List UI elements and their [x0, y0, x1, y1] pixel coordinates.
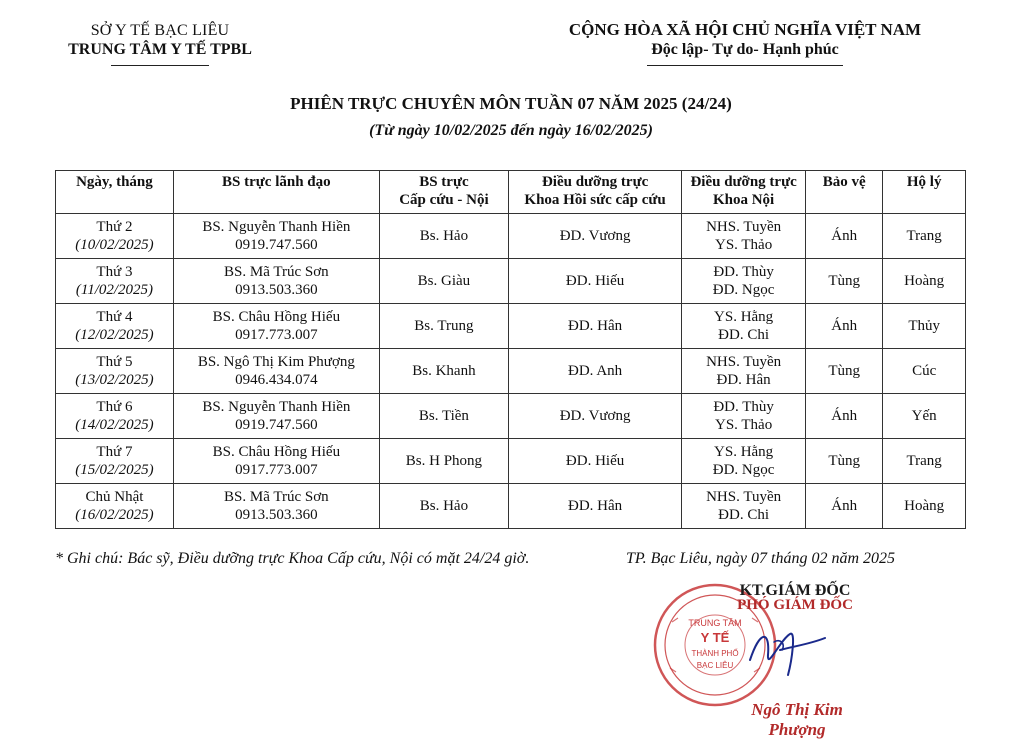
table-row — [56, 349, 966, 394]
footnote: * Ghi chú: Bác sỹ, Điều dưỡng trực Khoa Cấp cứu, Nội có mặt 24/24 giờ. — [55, 550, 530, 567]
leader-cell — [173, 394, 379, 439]
er-doctor: Bs. Khanh — [379, 349, 508, 394]
day-date: (13/02/2025) — [75, 372, 154, 388]
orderly: Trang — [883, 214, 966, 259]
header-day: Ngày, tháng — [56, 171, 174, 214]
document-title: PHIÊN TRỰC CHUYÊN MÔN TUẦN 07 NĂM 2025 (24/24) — [290, 94, 732, 113]
header-icu-line1: Điều dưỡng trực — [541, 174, 649, 190]
header-internal-line2: Khoa Nội — [712, 192, 775, 208]
leader-phone: 0913.503.360 — [235, 282, 318, 298]
day-cell — [56, 394, 174, 439]
guard: Ánh — [806, 214, 883, 259]
leader-cell — [173, 484, 379, 529]
table-header-row — [56, 171, 966, 214]
stamp-line-2: Y TẾ — [700, 630, 730, 645]
internal-cell — [682, 484, 806, 529]
national-title: CỘNG HÒA XÃ HỘI CHỦ NGHĨA VIỆT NAM — [568, 20, 922, 39]
icu-nurse: ĐD. Vương — [509, 214, 682, 259]
day-date: (15/02/2025) — [75, 462, 154, 478]
day-cell — [56, 439, 174, 484]
header-orderly: Hộ lý — [883, 171, 966, 214]
signature-title: KT.GIÁM ĐỐC — [739, 582, 851, 599]
internal-nurse-2: YS. Thảo — [714, 417, 773, 433]
handwritten-signature-icon — [740, 620, 830, 680]
internal-nurse-2: ĐD. Chi — [718, 327, 770, 343]
header-right-underline — [647, 65, 843, 66]
header-icu — [509, 171, 682, 214]
duty-roster-table — [55, 170, 966, 529]
guard: Tùng — [806, 259, 883, 304]
leader-cell — [173, 439, 379, 484]
signature-block — [700, 582, 890, 614]
internal-nurse-1: ĐD. Thùy — [713, 399, 774, 415]
internal-nurse-1: YS. Hằng — [714, 309, 774, 325]
leader-name: BS. Mã Trúc Sơn — [224, 264, 329, 280]
er-doctor: Bs. Hảo — [379, 214, 508, 259]
guard: Ánh — [806, 484, 883, 529]
internal-cell — [682, 394, 806, 439]
day-name: Thứ 5 — [96, 354, 133, 370]
orderly: Thủy — [883, 304, 966, 349]
internal-nurse-1: NHS. Tuyền — [706, 219, 782, 235]
leader-name: BS. Châu Hồng Hiếu — [212, 444, 341, 460]
stamp-line-4: BẠC LIÊU — [696, 661, 734, 670]
day-date: (10/02/2025) — [75, 237, 154, 253]
header-internal — [682, 171, 806, 214]
table-row — [56, 304, 966, 349]
internal-nurse-1: YS. Hằng — [714, 444, 774, 460]
internal-cell — [682, 259, 806, 304]
internal-cell — [682, 304, 806, 349]
leader-name: BS. Nguyễn Thanh Hiền — [202, 399, 351, 415]
header-internal-line1: Điều dưỡng trực — [690, 174, 797, 190]
leader-phone: 0946.434.074 — [235, 372, 318, 388]
leader-phone: 0913.503.360 — [235, 507, 318, 523]
icu-nurse: ĐD. Vương — [509, 394, 682, 439]
header-left — [40, 22, 280, 66]
internal-nurse-2: ĐD. Chi — [718, 507, 770, 523]
internal-nurse-1: NHS. Tuyền — [706, 354, 782, 370]
er-doctor: Bs. Hảo — [379, 484, 508, 529]
header-er-line2: Cấp cứu - Nội — [399, 192, 489, 208]
table-row — [56, 439, 966, 484]
guard: Ánh — [806, 394, 883, 439]
day-name: Thứ 4 — [96, 309, 133, 325]
leader-cell — [173, 259, 379, 304]
header-guard: Bảo vệ — [806, 171, 883, 214]
department-name: SỞ Y TẾ BẠC LIÊU — [90, 22, 230, 39]
table-row — [56, 259, 966, 304]
orderly: Yến — [883, 394, 966, 439]
guard: Tùng — [806, 439, 883, 484]
icu-nurse: ĐD. Hân — [509, 484, 682, 529]
orderly: Trang — [883, 439, 966, 484]
signer-name: Ngô Thị Kim Phượng — [751, 700, 843, 739]
day-cell — [56, 484, 174, 529]
internal-nurse-2: ĐD. Ngọc — [712, 282, 775, 298]
leader-name: BS. Châu Hồng Hiếu — [212, 309, 341, 325]
icu-nurse: ĐD. Hiếu — [509, 439, 682, 484]
day-cell — [56, 214, 174, 259]
leader-name: BS. Nguyễn Thanh Hiền — [202, 219, 351, 235]
leader-phone: 0919.747.560 — [235, 237, 318, 253]
place-date: TP. Bạc Liêu, ngày 07 tháng 02 năm 2025 — [626, 550, 896, 567]
day-date: (16/02/2025) — [75, 507, 154, 523]
leader-name: BS. Mã Trúc Sơn — [224, 489, 329, 505]
leader-cell — [173, 304, 379, 349]
leader-name: BS. Ngô Thị Kim Phượng — [197, 354, 355, 370]
stamp-line-1: TRUNG TÂM — [688, 618, 742, 628]
day-name: Thứ 6 — [96, 399, 133, 415]
er-doctor: Bs. Giàu — [379, 259, 508, 304]
orderly: Hoàng — [883, 484, 966, 529]
orderly: Cúc — [883, 349, 966, 394]
stamp-line-3: THÀNH PHỐ — [691, 649, 739, 658]
signature-subtitle: PHÓ GIÁM ĐỐC — [737, 597, 853, 613]
day-cell — [56, 349, 174, 394]
national-motto: Độc lập- Tự do- Hạnh phúc — [651, 41, 839, 58]
table-row — [56, 394, 966, 439]
guard: Ánh — [806, 304, 883, 349]
internal-nurse-2: YS. Thảo — [714, 237, 773, 253]
day-name: Chủ Nhật — [85, 489, 144, 505]
table-row — [56, 484, 966, 529]
header-er-line1: BS trực — [419, 174, 469, 190]
table-row — [56, 214, 966, 259]
day-date: (11/02/2025) — [75, 282, 154, 298]
internal-nurse-2: ĐD. Hân — [716, 372, 771, 388]
er-doctor: Bs. Tiền — [379, 394, 508, 439]
day-name: Thứ 3 — [96, 264, 133, 280]
internal-cell — [682, 349, 806, 394]
internal-nurse-1: ĐD. Thùy — [713, 264, 774, 280]
leader-cell — [173, 214, 379, 259]
day-name: Thứ 2 — [96, 219, 133, 235]
day-date: (12/02/2025) — [75, 327, 154, 343]
header-icu-line2: Khoa Hồi sức cấp cứu — [524, 192, 666, 208]
orderly: Hoàng — [883, 259, 966, 304]
er-doctor: Bs. H Phong — [379, 439, 508, 484]
header-er — [379, 171, 508, 214]
document-subtitle: (Từ ngày 10/02/2025 đến ngày 16/02/2025) — [369, 122, 653, 139]
leader-phone: 0917.773.007 — [235, 327, 318, 343]
header-right — [540, 20, 950, 66]
internal-nurse-1: NHS. Tuyền — [706, 489, 782, 505]
guard: Tùng — [806, 349, 883, 394]
icu-nurse: ĐD. Anh — [509, 349, 682, 394]
leader-phone: 0917.773.007 — [235, 462, 318, 478]
icu-nurse: ĐD. Hiếu — [509, 259, 682, 304]
leader-cell — [173, 349, 379, 394]
icu-nurse: ĐD. Hân — [509, 304, 682, 349]
center-name: TRUNG TÂM Y TẾ TPBL — [68, 41, 252, 58]
internal-cell — [682, 214, 806, 259]
header-left-underline — [111, 65, 209, 66]
internal-cell — [682, 439, 806, 484]
day-cell — [56, 259, 174, 304]
er-doctor: Bs. Trung — [379, 304, 508, 349]
internal-nurse-2: ĐD. Ngọc — [712, 462, 775, 478]
day-cell — [56, 304, 174, 349]
day-name: Thứ 7 — [96, 444, 133, 460]
leader-phone: 0919.747.560 — [235, 417, 318, 433]
day-date: (14/02/2025) — [75, 417, 154, 433]
header-leader: BS trực lãnh đạo — [173, 171, 379, 214]
